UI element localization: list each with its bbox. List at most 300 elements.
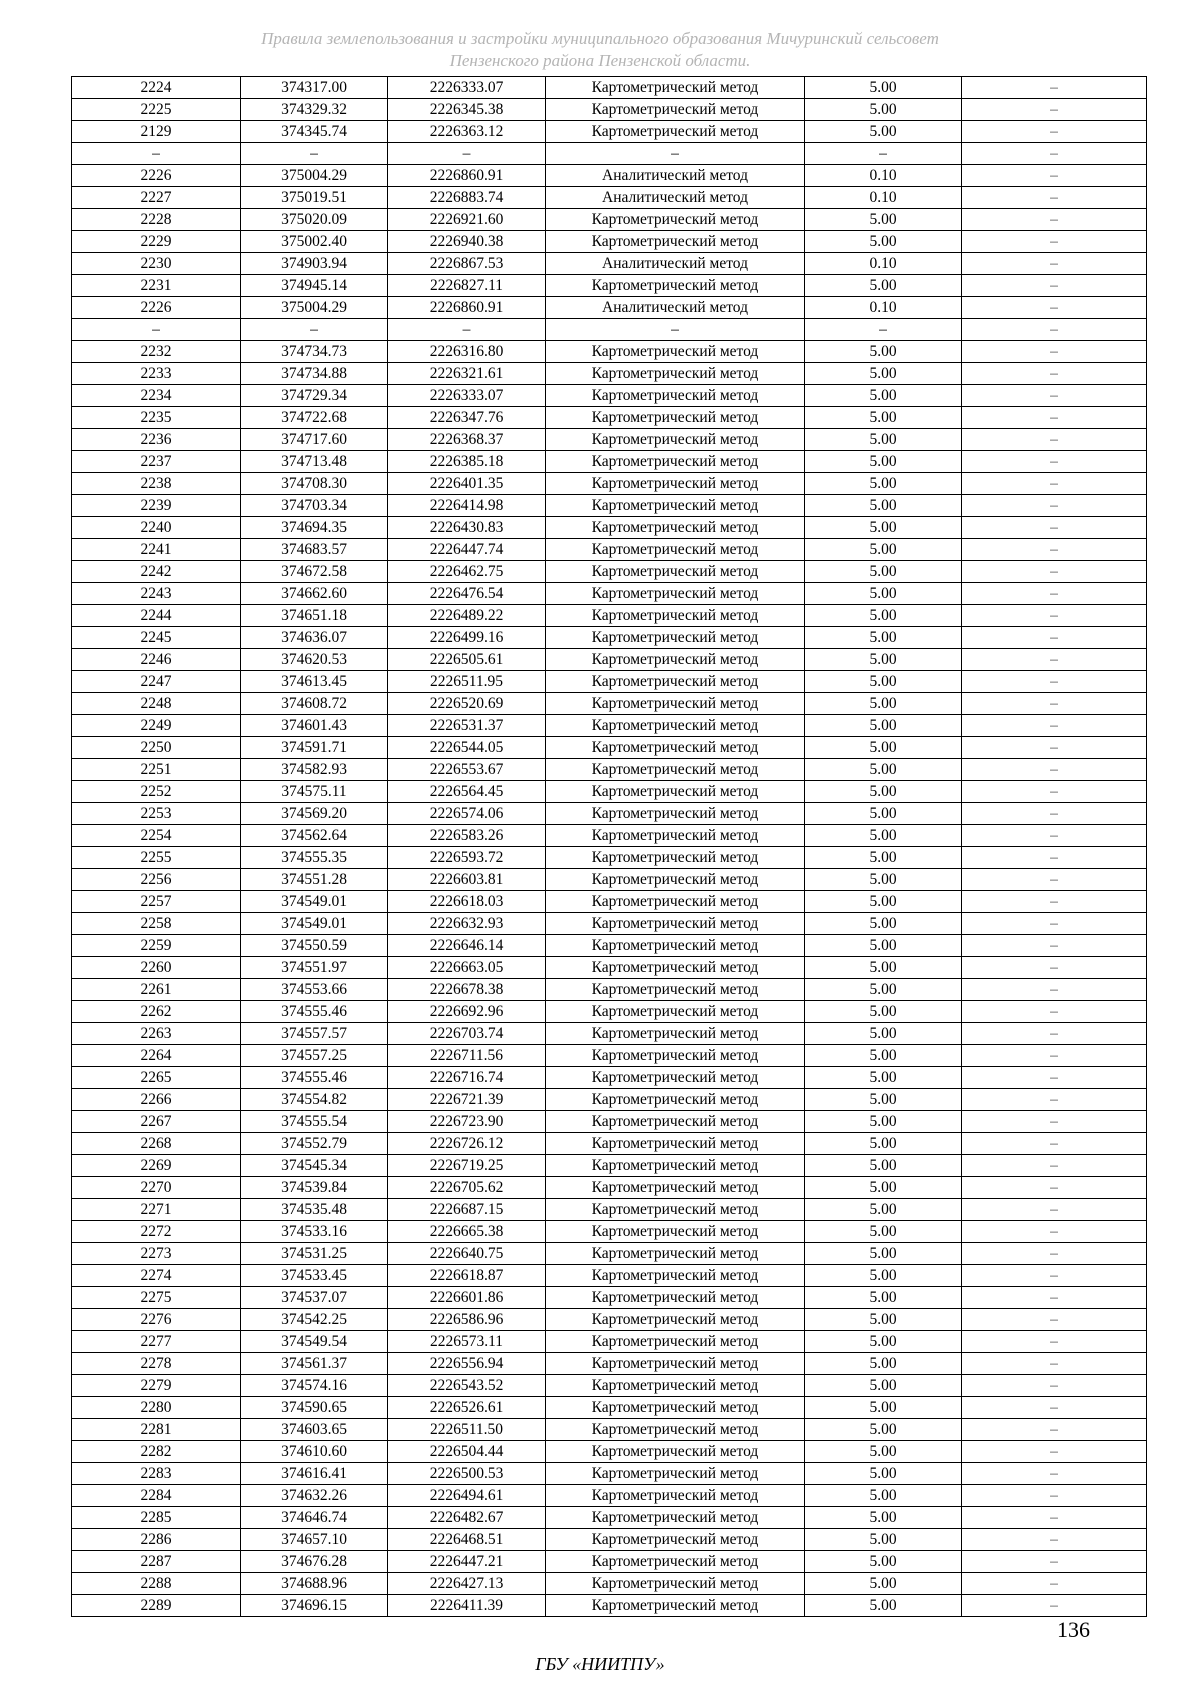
table-row (72, 209, 1147, 231)
method-cell: Картометрический метод (546, 363, 805, 385)
y-coordinate-cell: 2226347.76 (388, 407, 546, 429)
y-coordinate-cell: 2226721.39 (388, 1089, 546, 1111)
point-number-cell: 2263 (72, 1023, 241, 1045)
point-number-cell: 2240 (72, 517, 241, 539)
point-number-cell: 2282 (72, 1441, 241, 1463)
table-row (72, 1573, 1147, 1595)
note-cell: – (962, 1067, 1147, 1089)
point-number-cell: 2274 (72, 1265, 241, 1287)
point-number-cell: 2230 (72, 253, 241, 275)
y-coordinate-cell: 2226333.07 (388, 77, 546, 99)
x-coordinate-cell: 374533.16 (241, 1221, 388, 1243)
method-cell: Картометрический метод (546, 1111, 805, 1133)
x-coordinate-cell: 374549.01 (241, 913, 388, 935)
note-cell: – (962, 1243, 1147, 1265)
header-line-1: Правила землепользования и застройки муниципального образования Мичуринский сельсовет (261, 29, 939, 48)
x-coordinate-cell: 374651.18 (241, 605, 388, 627)
y-coordinate-cell: – (388, 319, 546, 341)
accuracy-cell: 5.00 (805, 781, 962, 803)
note-cell: – (962, 891, 1147, 913)
accuracy-cell: 5.00 (805, 847, 962, 869)
note-cell: – (962, 1375, 1147, 1397)
y-coordinate-cell: 2226553.67 (388, 759, 546, 781)
y-coordinate-cell: 2226703.74 (388, 1023, 546, 1045)
y-coordinate-cell: 2226692.96 (388, 1001, 546, 1023)
method-cell: Картометрический метод (546, 693, 805, 715)
point-number-cell: 2261 (72, 979, 241, 1001)
method-cell: Картометрический метод (546, 539, 805, 561)
point-number-cell: 2268 (72, 1133, 241, 1155)
y-coordinate-cell: 2226583.26 (388, 825, 546, 847)
note-cell: – (962, 187, 1147, 209)
y-coordinate-cell: 2226860.91 (388, 297, 546, 319)
note-cell: – (962, 1265, 1147, 1287)
page-number: 136 (1057, 1617, 1090, 1642)
table-row (72, 1309, 1147, 1331)
accuracy-cell: 5.00 (805, 77, 962, 99)
method-cell: Картометрический метод (546, 759, 805, 781)
point-number-cell: 2276 (72, 1309, 241, 1331)
table-row (72, 715, 1147, 737)
note-cell: – (962, 1507, 1147, 1529)
table-row (72, 1441, 1147, 1463)
table-row (72, 143, 1147, 165)
method-cell: Картометрический метод (546, 627, 805, 649)
point-number-cell: 2260 (72, 957, 241, 979)
x-coordinate-cell: 374683.57 (241, 539, 388, 561)
method-cell: Картометрический метод (546, 737, 805, 759)
table-row (72, 583, 1147, 605)
coordinates-table-body (72, 77, 1147, 1617)
method-cell: Картометрический метод (546, 1507, 805, 1529)
x-coordinate-cell: 374549.54 (241, 1331, 388, 1353)
x-coordinate-cell: 374345.74 (241, 121, 388, 143)
accuracy-cell: 5.00 (805, 913, 962, 935)
point-number-cell: – (72, 143, 241, 165)
method-cell: Картометрический метод (546, 99, 805, 121)
x-coordinate-cell: 374561.37 (241, 1353, 388, 1375)
y-coordinate-cell: 2226494.61 (388, 1485, 546, 1507)
table-row (72, 253, 1147, 275)
x-coordinate-cell: 374550.59 (241, 935, 388, 957)
note-cell: – (962, 979, 1147, 1001)
note-cell: – (962, 671, 1147, 693)
point-number-cell: 2278 (72, 1353, 241, 1375)
note-cell: – (962, 385, 1147, 407)
accuracy-cell: 5.00 (805, 1309, 962, 1331)
method-cell: Картометрический метод (546, 1199, 805, 1221)
table-row (72, 1155, 1147, 1177)
method-cell: Картометрический метод (546, 935, 805, 957)
y-coordinate-cell: 2226574.06 (388, 803, 546, 825)
coordinates-table (71, 76, 1147, 1617)
x-coordinate-cell: 374329.32 (241, 99, 388, 121)
table-row (72, 1419, 1147, 1441)
point-number-cell: 2129 (72, 121, 241, 143)
note-cell: – (962, 209, 1147, 231)
accuracy-cell: 0.10 (805, 253, 962, 275)
method-cell: Картометрический метод (546, 561, 805, 583)
accuracy-cell: 5.00 (805, 1199, 962, 1221)
method-cell: Картометрический метод (546, 649, 805, 671)
method-cell: Картометрический метод (546, 1595, 805, 1617)
table-row (72, 1177, 1147, 1199)
point-number-cell: 2275 (72, 1287, 241, 1309)
note-cell: – (962, 1309, 1147, 1331)
y-coordinate-cell: 2226940.38 (388, 231, 546, 253)
y-coordinate-cell: 2226867.53 (388, 253, 546, 275)
x-coordinate-cell: 374722.68 (241, 407, 388, 429)
accuracy-cell: 5.00 (805, 1221, 962, 1243)
x-coordinate-cell: 374688.96 (241, 1573, 388, 1595)
accuracy-cell: 5.00 (805, 1023, 962, 1045)
table-row (72, 1507, 1147, 1529)
accuracy-cell: 5.00 (805, 803, 962, 825)
y-coordinate-cell: 2226447.74 (388, 539, 546, 561)
note-cell: – (962, 957, 1147, 979)
method-cell: Картометрический метод (546, 869, 805, 891)
accuracy-cell: 5.00 (805, 693, 962, 715)
note-cell: – (962, 1199, 1147, 1221)
x-coordinate-cell: 375020.09 (241, 209, 388, 231)
table-row (72, 1001, 1147, 1023)
note-cell: – (962, 1331, 1147, 1353)
table-row (72, 517, 1147, 539)
point-number-cell: 2252 (72, 781, 241, 803)
y-coordinate-cell: 2226489.22 (388, 605, 546, 627)
y-coordinate-cell: 2226526.61 (388, 1397, 546, 1419)
x-coordinate-cell: 374545.34 (241, 1155, 388, 1177)
point-number-cell: 2251 (72, 759, 241, 781)
y-coordinate-cell: 2226520.69 (388, 693, 546, 715)
method-cell: Картометрический метод (546, 1331, 805, 1353)
note-cell: – (962, 1287, 1147, 1309)
y-coordinate-cell: 2226726.12 (388, 1133, 546, 1155)
note-cell: – (962, 231, 1147, 253)
accuracy-cell: – (805, 319, 962, 341)
method-cell: Картометрический метод (546, 209, 805, 231)
x-coordinate-cell: 374557.25 (241, 1045, 388, 1067)
method-cell: Картометрический метод (546, 1221, 805, 1243)
method-cell: Аналитический метод (546, 165, 805, 187)
note-cell: – (962, 451, 1147, 473)
method-cell: Картометрический метод (546, 1529, 805, 1551)
accuracy-cell: 5.00 (805, 825, 962, 847)
note-cell: – (962, 1397, 1147, 1419)
table-row (72, 1397, 1147, 1419)
note-cell: – (962, 1111, 1147, 1133)
x-coordinate-cell: 374613.45 (241, 671, 388, 693)
method-cell: Картометрический метод (546, 495, 805, 517)
note-cell: – (962, 1133, 1147, 1155)
accuracy-cell: 5.00 (805, 561, 962, 583)
method-cell: Картометрический метод (546, 385, 805, 407)
table-row (72, 1353, 1147, 1375)
point-number-cell: 2238 (72, 473, 241, 495)
point-number-cell: 2273 (72, 1243, 241, 1265)
table-row (72, 231, 1147, 253)
point-number-cell: 2248 (72, 693, 241, 715)
x-coordinate-cell: 374551.97 (241, 957, 388, 979)
note-cell: – (962, 253, 1147, 275)
accuracy-cell: 5.00 (805, 1155, 962, 1177)
note-cell: – (962, 649, 1147, 671)
table-row (72, 913, 1147, 935)
accuracy-cell: 5.00 (805, 209, 962, 231)
accuracy-cell: 5.00 (805, 363, 962, 385)
point-number-cell: 2256 (72, 869, 241, 891)
x-coordinate-cell: 374610.60 (241, 1441, 388, 1463)
note-cell: – (962, 913, 1147, 935)
y-coordinate-cell: 2226618.87 (388, 1265, 546, 1287)
y-coordinate-cell: 2226573.11 (388, 1331, 546, 1353)
y-coordinate-cell: 2226430.83 (388, 517, 546, 539)
table-row (72, 979, 1147, 1001)
point-number-cell: 2225 (72, 99, 241, 121)
y-coordinate-cell: 2226564.45 (388, 781, 546, 803)
x-coordinate-cell: 374553.66 (241, 979, 388, 1001)
method-cell: Картометрический метод (546, 605, 805, 627)
y-coordinate-cell: 2226368.37 (388, 429, 546, 451)
table-row (72, 1067, 1147, 1089)
x-coordinate-cell: 374672.58 (241, 561, 388, 583)
point-number-cell: 2257 (72, 891, 241, 913)
note-cell: – (962, 1177, 1147, 1199)
note-cell: – (962, 341, 1147, 363)
y-coordinate-cell: 2226511.50 (388, 1419, 546, 1441)
point-number-cell: 2255 (72, 847, 241, 869)
accuracy-cell: 5.00 (805, 759, 962, 781)
note-cell: – (962, 1595, 1147, 1617)
x-coordinate-cell: 374636.07 (241, 627, 388, 649)
table-row (72, 1111, 1147, 1133)
point-number-cell: 2258 (72, 913, 241, 935)
y-coordinate-cell: 2226860.91 (388, 165, 546, 187)
method-cell: – (546, 319, 805, 341)
accuracy-cell: 5.00 (805, 231, 962, 253)
method-cell: Картометрический метод (546, 1463, 805, 1485)
note-cell: – (962, 1463, 1147, 1485)
y-coordinate-cell: 2226543.52 (388, 1375, 546, 1397)
x-coordinate-cell: 374575.11 (241, 781, 388, 803)
method-cell: Картометрический метод (546, 473, 805, 495)
x-coordinate-cell: 374555.35 (241, 847, 388, 869)
table-row (72, 825, 1147, 847)
method-cell: Картометрический метод (546, 341, 805, 363)
y-coordinate-cell: 2226640.75 (388, 1243, 546, 1265)
note-cell: – (962, 517, 1147, 539)
note-cell: – (962, 935, 1147, 957)
y-coordinate-cell: 2226646.14 (388, 935, 546, 957)
x-coordinate-cell: 374945.14 (241, 275, 388, 297)
y-coordinate-cell: 2226544.05 (388, 737, 546, 759)
accuracy-cell: 5.00 (805, 385, 962, 407)
method-cell: Картометрический метод (546, 803, 805, 825)
x-coordinate-cell: 375004.29 (241, 165, 388, 187)
point-number-cell: 2236 (72, 429, 241, 451)
y-coordinate-cell: 2226401.35 (388, 473, 546, 495)
point-number-cell: 2239 (72, 495, 241, 517)
note-cell: – (962, 275, 1147, 297)
table-row (72, 1023, 1147, 1045)
method-cell: Картометрический метод (546, 121, 805, 143)
accuracy-cell: 5.00 (805, 1573, 962, 1595)
table-row (72, 1287, 1147, 1309)
method-cell: Картометрический метод (546, 275, 805, 297)
accuracy-cell: 5.00 (805, 715, 962, 737)
point-number-cell: 2243 (72, 583, 241, 605)
point-number-cell: 2246 (72, 649, 241, 671)
note-cell: – (962, 429, 1147, 451)
x-coordinate-cell: 374317.00 (241, 77, 388, 99)
table-row (72, 649, 1147, 671)
accuracy-cell: 5.00 (805, 1067, 962, 1089)
y-coordinate-cell: 2226601.86 (388, 1287, 546, 1309)
point-number-cell: 2253 (72, 803, 241, 825)
page-header (0, 28, 1200, 72)
method-cell: Картометрический метод (546, 1397, 805, 1419)
accuracy-cell: 5.00 (805, 1485, 962, 1507)
method-cell: Картометрический метод (546, 1177, 805, 1199)
y-coordinate-cell: 2226505.61 (388, 649, 546, 671)
method-cell: Картометрический метод (546, 429, 805, 451)
method-cell: Картометрический метод (546, 979, 805, 1001)
x-coordinate-cell: 374734.73 (241, 341, 388, 363)
y-coordinate-cell: 2226687.15 (388, 1199, 546, 1221)
x-coordinate-cell: 375019.51 (241, 187, 388, 209)
note-cell: – (962, 1023, 1147, 1045)
method-cell: Картометрический метод (546, 1265, 805, 1287)
y-coordinate-cell: 2226586.96 (388, 1309, 546, 1331)
x-coordinate-cell: 374569.20 (241, 803, 388, 825)
note-cell: – (962, 1045, 1147, 1067)
table-row (72, 869, 1147, 891)
table-row (72, 429, 1147, 451)
table-row (72, 187, 1147, 209)
method-cell: Аналитический метод (546, 187, 805, 209)
x-coordinate-cell: 374551.28 (241, 869, 388, 891)
x-coordinate-cell: 374531.25 (241, 1243, 388, 1265)
y-coordinate-cell: 2226414.98 (388, 495, 546, 517)
table-row (72, 1529, 1147, 1551)
note-cell: – (962, 539, 1147, 561)
y-coordinate-cell: 2226678.38 (388, 979, 546, 1001)
point-number-cell: 2279 (72, 1375, 241, 1397)
x-coordinate-cell: 375002.40 (241, 231, 388, 253)
x-coordinate-cell: 374708.30 (241, 473, 388, 495)
note-cell: – (962, 1551, 1147, 1573)
x-coordinate-cell: – (241, 319, 388, 341)
method-cell: Картометрический метод (546, 957, 805, 979)
y-coordinate-cell: 2226556.94 (388, 1353, 546, 1375)
x-coordinate-cell: 374539.84 (241, 1177, 388, 1199)
table-row (72, 407, 1147, 429)
y-coordinate-cell: 2226663.05 (388, 957, 546, 979)
x-coordinate-cell: 374582.93 (241, 759, 388, 781)
y-coordinate-cell: 2226321.61 (388, 363, 546, 385)
note-cell: – (962, 1419, 1147, 1441)
y-coordinate-cell: 2226883.74 (388, 187, 546, 209)
y-coordinate-cell: 2226468.51 (388, 1529, 546, 1551)
x-coordinate-cell: 374601.43 (241, 715, 388, 737)
point-number-cell: 2226 (72, 297, 241, 319)
accuracy-cell: 5.00 (805, 495, 962, 517)
y-coordinate-cell: 2226411.39 (388, 1595, 546, 1617)
point-number-cell: 2227 (72, 187, 241, 209)
y-coordinate-cell: 2226427.13 (388, 1573, 546, 1595)
x-coordinate-cell: 374646.74 (241, 1507, 388, 1529)
table-row (72, 891, 1147, 913)
table-row (72, 1089, 1147, 1111)
table-row (72, 1221, 1147, 1243)
method-cell: Картометрический метод (546, 1309, 805, 1331)
y-coordinate-cell: 2226665.38 (388, 1221, 546, 1243)
note-cell: – (962, 1485, 1147, 1507)
accuracy-cell: 5.00 (805, 451, 962, 473)
note-cell: – (962, 363, 1147, 385)
method-cell: Картометрический метод (546, 715, 805, 737)
x-coordinate-cell: 375004.29 (241, 297, 388, 319)
x-coordinate-cell: 374608.72 (241, 693, 388, 715)
method-cell: Аналитический метод (546, 253, 805, 275)
point-number-cell: 2267 (72, 1111, 241, 1133)
note-cell: – (962, 77, 1147, 99)
point-number-cell: 2241 (72, 539, 241, 561)
point-number-cell: 2229 (72, 231, 241, 253)
table-row (72, 1485, 1147, 1507)
note-cell: – (962, 759, 1147, 781)
y-coordinate-cell: 2226333.07 (388, 385, 546, 407)
point-number-cell: 2285 (72, 1507, 241, 1529)
x-coordinate-cell: 374694.35 (241, 517, 388, 539)
point-number-cell: 2271 (72, 1199, 241, 1221)
y-coordinate-cell: 2226711.56 (388, 1045, 546, 1067)
point-number-cell: 2272 (72, 1221, 241, 1243)
table-row (72, 957, 1147, 979)
y-coordinate-cell: 2226603.81 (388, 869, 546, 891)
table-row (72, 759, 1147, 781)
accuracy-cell: 5.00 (805, 1265, 962, 1287)
table-row (72, 1199, 1147, 1221)
table-row (72, 847, 1147, 869)
note-cell: – (962, 495, 1147, 517)
point-number-cell: 2231 (72, 275, 241, 297)
point-number-cell: – (72, 319, 241, 341)
method-cell: Картометрический метод (546, 1089, 805, 1111)
x-coordinate-cell: – (241, 143, 388, 165)
point-number-cell: 2262 (72, 1001, 241, 1023)
method-cell: Аналитический метод (546, 297, 805, 319)
point-number-cell: 2237 (72, 451, 241, 473)
accuracy-cell: 5.00 (805, 1331, 962, 1353)
x-coordinate-cell: 374717.60 (241, 429, 388, 451)
point-number-cell: 2235 (72, 407, 241, 429)
note-cell: – (962, 561, 1147, 583)
accuracy-cell: 5.00 (805, 341, 962, 363)
x-coordinate-cell: 374903.94 (241, 253, 388, 275)
y-coordinate-cell: 2226385.18 (388, 451, 546, 473)
accuracy-cell: 5.00 (805, 1045, 962, 1067)
note-cell: – (962, 143, 1147, 165)
x-coordinate-cell: 374574.16 (241, 1375, 388, 1397)
point-number-cell: 2270 (72, 1177, 241, 1199)
y-coordinate-cell: 2226716.74 (388, 1067, 546, 1089)
x-coordinate-cell: 374703.34 (241, 495, 388, 517)
note-cell: – (962, 583, 1147, 605)
x-coordinate-cell: 374657.10 (241, 1529, 388, 1551)
point-number-cell: 2280 (72, 1397, 241, 1419)
y-coordinate-cell: 2226531.37 (388, 715, 546, 737)
